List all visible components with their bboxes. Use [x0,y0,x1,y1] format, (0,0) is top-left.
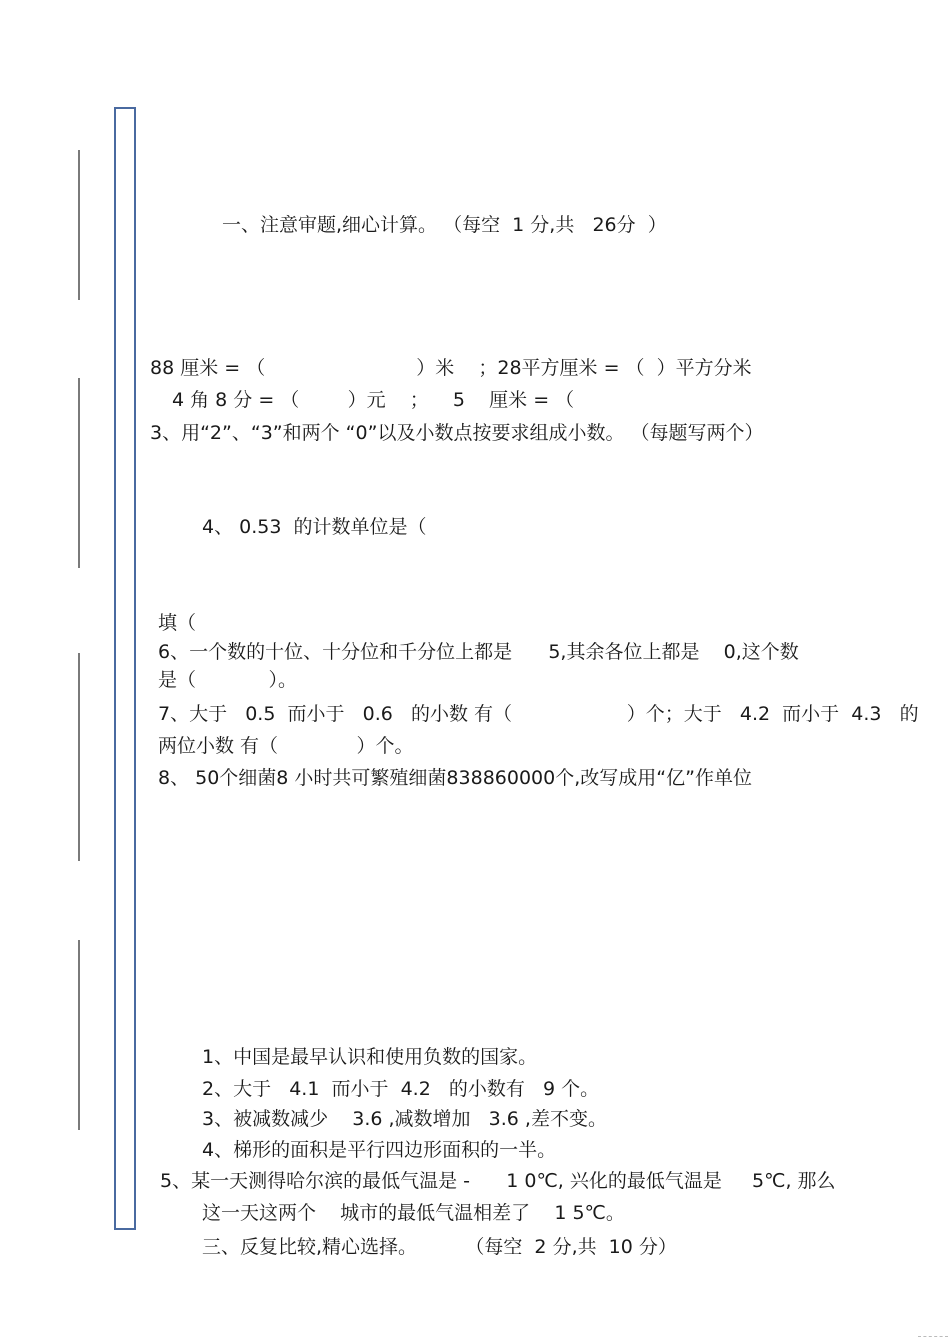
judgment-line: 1、中国是最早认识和使用负数的国家。 [202,1046,538,1068]
question-line: 4 角 8 分 = （ ）元 ； 5 厘米 = （ [172,389,575,411]
section3-heading: 三、反复比较,精心选择。 （每空 2 分,共 10 分） [202,1236,677,1258]
judgment-line: 3、被减数减少 3.6 ,减数增加 3.6 ,差不变。 [202,1108,607,1130]
binding-line [78,150,80,300]
question-line: 7、大于 0.5 而小于 0.6 的小数 有（ ）个；大于 4.2 而小于 4.3 的 [158,703,919,725]
question-line: 两位小数 有（ ）个。 [158,735,414,757]
judgment-line: 4、梯形的面积是平行四边形面积的一半。 [202,1139,557,1161]
binding-line [78,378,80,568]
judgment-line: 这一天这两个 城市的最低气温相差了 1 5℃。 [202,1202,625,1224]
page-edge-mark [918,1336,948,1337]
question-line: 4、 0.53 的计数单位是（ [202,516,427,538]
question-line: 是（ ）。 [158,669,297,691]
binding-line [78,653,80,861]
question-line: 6、一个数的十位、十分位和千分位上都是 5,其余各位上都是 0,这个数 [158,641,799,663]
question-line: 填（ [158,612,197,634]
binding-line [78,940,80,1130]
binding-margin-box [114,107,136,1230]
section1-heading: 一、注意审题,细心计算。 （每空 1 分,共 26分 ） [222,214,667,236]
judgment-line: 5、某一天测得哈尔滨的最低气温是 - 1 0℃, 兴化的最低气温是 5℃, 那么 [160,1170,836,1192]
question-line: 8、 50个细菌8 小时共可繁殖细菌838860000个,改写成用“亿”作单位 [158,767,752,789]
question-line: 88 厘米 = （ ）米 ；28平方厘米 = （ ）平方分米 [150,357,752,379]
judgment-line: 2、大于 4.1 而小于 4.2 的小数有 9 个。 [202,1078,600,1100]
question-line: 3、用“2”、“3”和两个 “0”以及小数点按要求组成小数。 （每题写两个） [150,422,764,444]
